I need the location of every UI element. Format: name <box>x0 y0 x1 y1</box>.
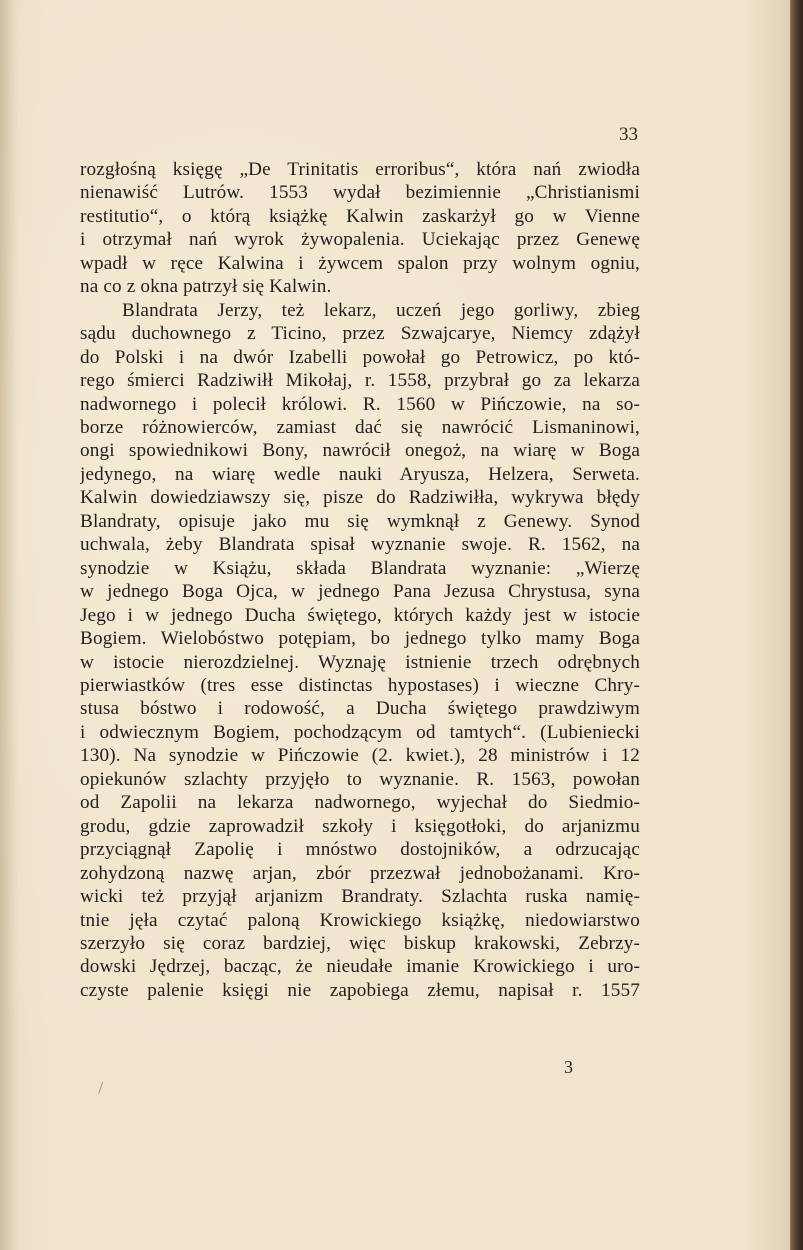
text-line: szerzyło się coraz bardziej, więc biskup krakowski, Zebrzy- <box>80 932 640 954</box>
text-line: do Polski i na dwór Izabelli powołał go Petrowicz, po któ- <box>80 346 640 368</box>
text-line: nienawiść Lutrów. 1553 wydał bezimiennie „Christianismi <box>80 182 640 204</box>
printer-signature-mark: 3 <box>564 1057 573 1077</box>
text-line: borze różnowierców, zamiast dać się nawrócić Lismaninowi, <box>80 416 640 438</box>
text-line: grodu, gdzie zaprowadził szkoły i księgotłoki, do arjanizmu <box>80 815 640 837</box>
text-line: zohydzoną nazwę arjan, zbór przezwał jednobożanami. Kro- <box>80 862 640 884</box>
text-line: Blandraty, opisuje jako mu się wymknął z Genewy. Synod <box>80 510 640 532</box>
text-line: stusa bóstwo i rodowość, a Ducha świętego prawdziwym <box>80 698 640 720</box>
text-line: wpadł w ręce Kalwina i żywcem spalon przy wolnym ogniu, <box>80 252 640 274</box>
text-line: jedynego, na wiarę wedle nauki Aryusza, Helzera, Serweta. <box>80 463 640 485</box>
text-line: 130). Na synodzie w Pińczowie (2. kwiet.), 28 ministrów i 12 <box>80 745 640 767</box>
body-text <box>80 158 640 1002</box>
text-line: rego śmierci Radziwiłł Mikołaj, r. 1558, przybrał go za lekarza <box>80 370 640 392</box>
text-line: od Zapolii na lekarza nadwornego, wyjechał do Siedmio- <box>80 792 640 814</box>
text-line: w jednego Boga Ojca, w jednego Pana Jezusa Chrystusa, syna <box>80 581 640 603</box>
text-line: rozgłośną księgę „De Trinitatis erroribus“, która nań zwiodła <box>80 159 640 180</box>
text-line: Bogiem. Wielobóstwo potępiam, bo jednego tylko mamy Boga <box>80 628 640 650</box>
text-line: Blandrata Jerzy, też lekarz, uczeń jego gorliwy, zbieg <box>122 299 640 321</box>
text-line: restitutio“, o którą książkę Kalwin zaskarżył go w Vienne <box>80 205 640 227</box>
text-line: nadwornego i polecił królowi. R. 1560 w Pińczowie, na so- <box>80 393 640 415</box>
text-line: tnie jęła czytać paloną Krowickiego książkę, niedowiarstwo <box>80 909 640 931</box>
text-line: w istocie nierozdzielnej. Wyznaję istnienie trzech odrębnych <box>80 651 640 673</box>
text-line: i otrzymał nań wyrok żywopalenia. Uciekając przez Genewę <box>80 229 640 251</box>
text-line: sądu duchownego z Ticino, przez Szwajcarye, Niemcy zdążył <box>80 323 640 345</box>
text-line: uchwala, żeby Blandrata spisał wyznanie swoje. R. 1562, na <box>80 534 640 556</box>
pencil-mark <box>98 1082 109 1096</box>
text-line: synodzie w Książu, składa Blandrata wyznanie: „Wierzę <box>80 557 640 579</box>
text-line: i odwiecznym Bogiem, pochodzącym od tamtych“. (Lubieniecki <box>80 721 640 743</box>
text-line: opiekunów szlachty przyjęło to wyznanie. R. 1563, powołan <box>80 768 640 790</box>
text-line: pierwiastków (tres esse distinctas hypostases) i wieczne Chry- <box>80 674 640 696</box>
page-gutter-shadow <box>0 0 18 1250</box>
text-line: Jego i w jednego Ducha świętego, których każdy jest w istocie <box>80 604 640 626</box>
page-number: 33 <box>619 124 638 145</box>
page-edge-shadow <box>790 0 803 1250</box>
text-line: na co z okna patrzył się Kalwin. <box>80 276 332 298</box>
text-line: czyste palenie księgi nie zapobiega złemu, napisał r. 1557 <box>80 979 640 1001</box>
text-line: przyciągnął Zapolię i mnóstwo dostojników, a odrzucając <box>80 839 640 861</box>
text-line: ongi spowiednikowi Bony, nawrócił onegoż, na wiarę w Boga <box>80 440 640 462</box>
text-line: dowski Jędrzej, bacząc, że nieudałe imanie Krowickiego i uro- <box>80 956 640 978</box>
text-line: Kalwin dowiedziawszy się, pisze do Radziwiłła, wykrywa błędy <box>80 487 640 509</box>
text-line: wicki też przyjął arjanizm Brandraty. Szlachta ruska namię- <box>80 886 640 908</box>
